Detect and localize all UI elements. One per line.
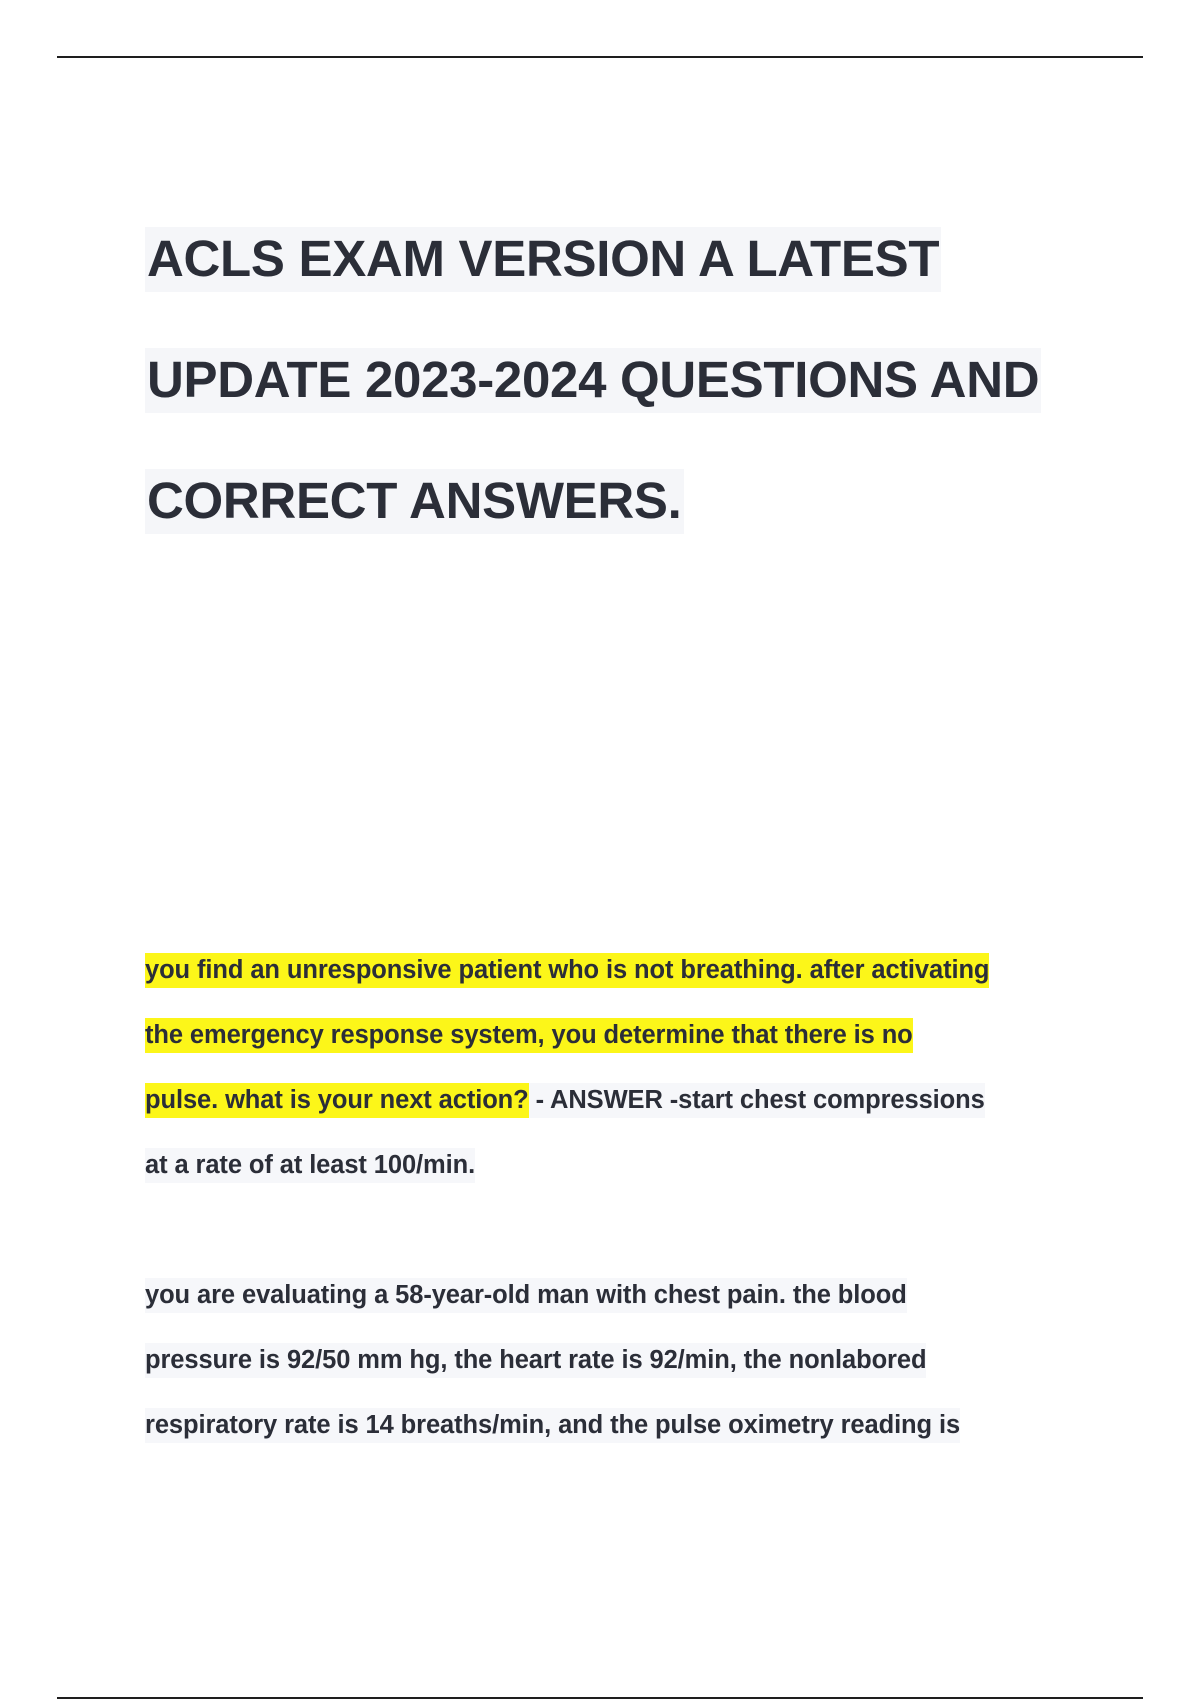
question-text: you are evaluating a 58-year-old man with chest pain. the blood	[145, 1278, 907, 1313]
title-line: ACLS EXAM VERSION A LATEST	[145, 198, 1041, 319]
answer-line	[145, 1133, 989, 1198]
top-rule	[57, 56, 1143, 58]
question-line	[145, 1328, 960, 1393]
question-text: respiratory rate is 14 breaths/min, and the pulse oximetry reading is	[145, 1408, 960, 1443]
highlighted-question-text: pulse. what is your next action?	[145, 1083, 529, 1118]
highlighted-question-text: the emergency response system, you determine that there is no	[145, 1018, 913, 1053]
question-line	[145, 1068, 989, 1133]
bottom-rule	[57, 1697, 1143, 1699]
question-line	[145, 938, 989, 1003]
document-title	[145, 198, 1041, 561]
title-line: UPDATE 2023-2024 QUESTIONS AND	[145, 319, 1041, 440]
question-line	[145, 1393, 960, 1458]
question-text: pressure is 92/50 mm hg, the heart rate is 92/min, the nonlabored	[145, 1343, 926, 1378]
question-block-1	[145, 938, 989, 1198]
question-line	[145, 1003, 989, 1068]
answer-text: - ANSWER -start chest compressions	[529, 1083, 985, 1118]
highlighted-question-text: you find an unresponsive patient who is not breathing. after activating	[145, 953, 989, 988]
question-line	[145, 1263, 960, 1328]
title-line: CORRECT ANSWERS.	[145, 440, 1041, 561]
question-block-2	[145, 1263, 960, 1458]
answer-text: at a rate of at least 100/min.	[145, 1148, 475, 1183]
